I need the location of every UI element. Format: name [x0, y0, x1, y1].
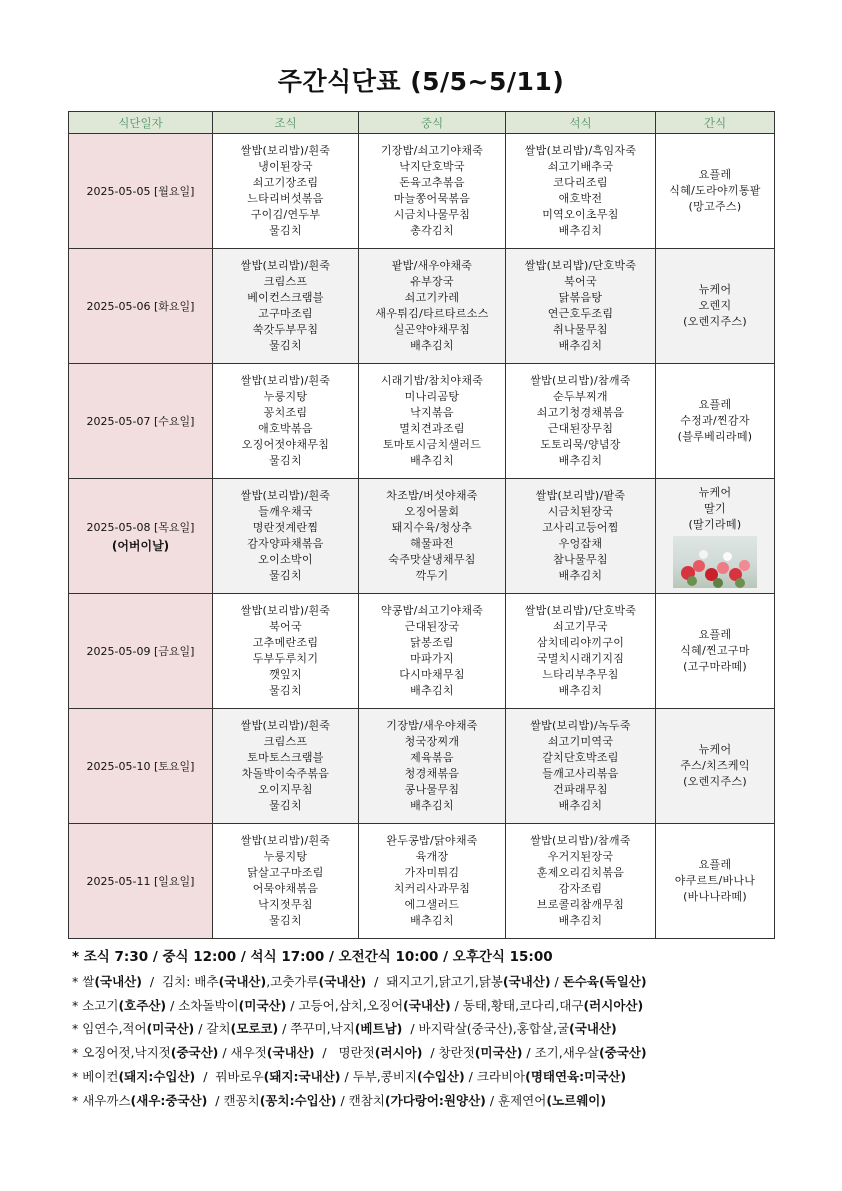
- menu-item: 차돌박이숙주볶음: [241, 767, 330, 780]
- origin-country: (베트남): [354, 1021, 403, 1037]
- menu-item: 근대된장무침: [547, 422, 614, 435]
- snack-cell: [656, 479, 775, 594]
- breakfast-cell: [213, 479, 359, 594]
- menu-item: 들깨고사리볶음: [542, 767, 619, 780]
- menu-item: 주스/치즈케익: [680, 759, 750, 772]
- origin-country: (국내산): [318, 973, 367, 989]
- origin-line: [72, 1065, 792, 1089]
- menu-item: 북어국: [564, 275, 597, 288]
- origin-country: (모로코): [230, 1021, 279, 1037]
- menu-item: 갈치단호박조림: [542, 751, 619, 764]
- menu-item: 쌀밥(보리밥)/흰죽: [240, 374, 331, 387]
- origin-country: (가다랑어:원양산): [384, 1092, 486, 1108]
- menu-item: 훈제오리김치볶음: [536, 866, 625, 879]
- menu-item: 참나물무침: [553, 553, 608, 566]
- menu-item: 마파가지: [410, 652, 454, 665]
- origin-item: / 훈제연어: [485, 1092, 547, 1108]
- snack-cell: [656, 249, 775, 364]
- menu-item: 배추김치: [558, 454, 603, 467]
- menu-item: 기장밥/쇠고기야채죽: [380, 144, 484, 157]
- origin-item: / 새우젓: [218, 1045, 267, 1061]
- menu-item: 물김치: [269, 569, 302, 582]
- origin-country: (국내산): [218, 973, 267, 989]
- menu-item: 배추김치: [558, 799, 603, 812]
- menu-item: 베이컨스크램블: [247, 291, 324, 304]
- menu-item: 쌀밥(보리밥)/흰죽: [240, 259, 331, 272]
- menu-item: 닭살고구마조림: [247, 866, 324, 879]
- menu-item: 물김치: [269, 339, 302, 352]
- menu-item: (딸기라떼): [688, 517, 742, 531]
- menu-item: 쌀밥(보리밥)/흰죽: [240, 489, 331, 502]
- breakfast-cell: [213, 364, 359, 479]
- date-label: 2025-05-08 [목요일]: [86, 520, 195, 534]
- menu-item: 콩나물무침: [404, 783, 460, 796]
- origin-country: (꽁치:수입산): [259, 1092, 337, 1108]
- origin-item: / 돼지고기,닭고기,닭봉: [366, 973, 503, 989]
- origin-item: * 임연수,적어: [72, 1021, 147, 1037]
- breakfast-cell: [213, 134, 359, 249]
- table-row: [69, 134, 775, 249]
- menu-item: 배추김치: [558, 684, 603, 697]
- menu-item: 애호박전: [558, 192, 603, 205]
- menu-item: 수정과/찐감자: [680, 414, 750, 427]
- menu-item: 미나리곰탕: [404, 390, 460, 403]
- menu-item: 배추김치: [558, 569, 603, 582]
- menu-item: 배추김치: [410, 454, 454, 467]
- origin-country: (수입산): [417, 1068, 465, 1084]
- menu-item: 명란젓계란찜: [252, 521, 319, 534]
- menu-item: 오이소박이: [258, 553, 313, 566]
- origin-item: / 소차돌박이: [166, 997, 239, 1013]
- table-row: [69, 479, 775, 594]
- menu-item: 코다리조림: [553, 176, 608, 189]
- snack-cell: [656, 364, 775, 479]
- origin-country: (국내산): [266, 1045, 315, 1061]
- menu-item: 우엉잡채: [558, 537, 603, 550]
- lunch-cell: [359, 824, 506, 939]
- menu-item: 삼치데리야끼구이: [536, 636, 625, 649]
- menu-item: 쑥갓두부무침: [252, 323, 319, 336]
- menu-item: 낙지단호박국: [399, 160, 465, 173]
- header-breakfast: 조식: [213, 112, 359, 134]
- breakfast-cell: [213, 594, 359, 709]
- origin-line: [72, 1089, 792, 1113]
- date-label: 2025-05-11 [일요일]: [86, 875, 195, 888]
- menu-item: 뉴케어: [698, 485, 732, 499]
- menu-item: 어묵야채볶음: [252, 882, 319, 895]
- menu-item: (망고주스): [688, 200, 742, 213]
- origin-item: / 캔참치: [336, 1092, 385, 1108]
- menu-item: 물김치: [269, 224, 302, 237]
- menu-item: 야쿠르트/바나나: [674, 874, 756, 887]
- menu-item: 토마토시금치샐러드: [382, 438, 482, 451]
- menu-item: 오징어물회: [404, 505, 460, 518]
- menu-item: 차조밥/버섯야채죽: [386, 489, 478, 502]
- origin-item: / 갈치: [194, 1021, 231, 1037]
- menu-item: 고사리고등어찜: [542, 521, 619, 534]
- menu-item: 국멸치시래기지짐: [536, 652, 625, 665]
- menu-item: 미역오이초무침: [542, 208, 619, 221]
- menu-item: 에그샐러드: [404, 898, 460, 911]
- menu-item: (오렌지주스): [683, 315, 747, 328]
- dinner-cell: [506, 364, 656, 479]
- menu-item: 쌀밥(보리밥)/흰죽: [240, 144, 331, 157]
- menu-item: 쌀밥(보리밥)/흑임자죽: [524, 144, 637, 157]
- menu-item: 크림스프: [263, 275, 308, 288]
- menu-item: 쇠고기장조림: [252, 176, 319, 189]
- origin-item: ,고춧가루: [266, 973, 319, 989]
- table-row: [69, 364, 775, 479]
- date-cell: [69, 479, 213, 594]
- lunch-cell: [359, 364, 506, 479]
- date-label: 2025-05-10 [토요일]: [86, 760, 195, 773]
- menu-item: 돼지수육/청상추: [391, 521, 473, 534]
- menu-item: 느타리버섯볶음: [247, 192, 324, 205]
- menu-item: 멸치견과조림: [399, 422, 465, 435]
- menu-item: 배추김치: [558, 339, 603, 352]
- origin-item: / 쭈꾸미,낙지: [278, 1021, 355, 1037]
- menu-item: 크림스프: [263, 735, 308, 748]
- origin-item: / 고등어,삼치,오징어: [286, 997, 404, 1013]
- menu-item: 애호박볶음: [258, 422, 313, 435]
- menu-item: 닭봉조림: [410, 636, 454, 649]
- date-label: 2025-05-07 [수요일]: [86, 415, 195, 428]
- menu-item: 쇠고기미역국: [547, 735, 614, 748]
- menu-item: 쌀밥(보리밥)/흰죽: [240, 604, 331, 617]
- menu-item: 쌀밥(보리밥)/흰죽: [240, 834, 331, 847]
- menu-item: (블루베리라떼): [677, 430, 753, 443]
- breakfast-cell: [213, 824, 359, 939]
- menu-item: 낙지볶음: [410, 406, 454, 419]
- menu-item: 물김치: [269, 914, 302, 927]
- lunch-cell: [359, 479, 506, 594]
- header-dinner: 석식: [506, 112, 656, 134]
- menu-item: 쇠고기배추국: [547, 160, 614, 173]
- menu-item: 요플레: [698, 858, 732, 871]
- origin-country: (국내산): [94, 973, 142, 989]
- menu-item: 쌀밥(보리밥)/단호박죽: [524, 604, 637, 617]
- menu-item: 브로콜리참깨무침: [536, 898, 625, 911]
- menu-item: 완두콩밥/닭야채죽: [386, 834, 478, 847]
- menu-item: 우거지된장국: [547, 850, 614, 863]
- menu-item: 도토리묵/양념장: [540, 438, 621, 451]
- menu-item: 약콩밥/쇠고기야채죽: [380, 604, 484, 617]
- origin-line: [72, 1017, 792, 1041]
- menu-item: 두부두루치기: [252, 652, 319, 665]
- menu-item: 연근호두조림: [547, 307, 614, 320]
- date-label: 2025-05-05 [월요일]: [86, 185, 195, 198]
- menu-item: 쌀밥(보리밥)/녹두죽: [530, 719, 631, 732]
- notes-section: [72, 946, 792, 1113]
- origin-item: * 쌀: [72, 973, 95, 989]
- meal-times: * 조식 7:30 / 중식 12:00 / 석식 17:00 / 오전간식 10:00 / 오후간식 15:00: [72, 949, 553, 965]
- menu-item: 돈육고추볶음: [399, 176, 465, 189]
- origin-line: [72, 994, 792, 1018]
- snack-cell: [656, 709, 775, 824]
- origin-item: / 동태,황태,코다리,대구: [450, 997, 584, 1013]
- origin-country: (국내산): [403, 997, 451, 1013]
- origin-item: * 새우까스: [72, 1092, 131, 1108]
- menu-item: 닭볶음탕: [558, 291, 603, 304]
- origin-item: * 오징어젓,낙지젓: [72, 1045, 171, 1061]
- origin-country: (돼지:수입산): [118, 1068, 196, 1084]
- lunch-cell: [359, 134, 506, 249]
- menu-item: 가자미튀김: [404, 866, 460, 879]
- menu-item: 배추김치: [410, 339, 454, 352]
- table-row: [69, 249, 775, 364]
- origin-item: / 캔꽁치: [207, 1092, 260, 1108]
- menu-item: 낙지젓무침: [258, 898, 313, 911]
- origin-country: 돈수육(독일산): [562, 973, 647, 989]
- table-row: [69, 824, 775, 939]
- lunch-cell: [359, 594, 506, 709]
- dinner-cell: [506, 824, 656, 939]
- menu-item: (오렌지주스): [683, 775, 747, 788]
- origin-country: (미국산): [146, 1021, 195, 1037]
- lunch-cell: [359, 709, 506, 824]
- menu-item: 요플레: [698, 398, 732, 411]
- carnation-image: [673, 536, 757, 588]
- snack-cell: [656, 134, 775, 249]
- dinner-cell: [506, 594, 656, 709]
- menu-item: 시래기밥/참치야채죽: [380, 374, 484, 387]
- breakfast-cell: [213, 709, 359, 824]
- menu-item: 쌀밥(보리밥)/흰죽: [240, 719, 331, 732]
- menu-item: 유부장국: [410, 275, 454, 288]
- menu-item: 배추김치: [558, 224, 603, 237]
- lunch-cell: [359, 249, 506, 364]
- menu-item: 배추김치: [410, 914, 454, 927]
- menu-item: 식혜/도라야끼통팥: [669, 184, 761, 197]
- origin-country: (국내산): [502, 973, 551, 989]
- menu-item: 들깨우채국: [258, 505, 313, 518]
- date-cell: [69, 709, 213, 824]
- origin-item: / 크라비아: [464, 1068, 526, 1084]
- menu-item: 쇠고기무국: [553, 620, 608, 633]
- menu-item: 실곤약야채무침: [393, 323, 471, 336]
- origin-item: /: [550, 973, 563, 989]
- menu-item: 쌀밥(보리밥)/단호박죽: [524, 259, 637, 272]
- origin-country: (명태연육:미국산): [525, 1068, 627, 1084]
- menu-item: (고구마라떼): [683, 660, 747, 673]
- menu-item: 감자양파채볶음: [247, 537, 324, 550]
- menu-item: 팥밥/새우야채죽: [391, 259, 473, 272]
- origin-country: (러시아산): [583, 997, 644, 1013]
- menu-item: 오렌지: [698, 299, 732, 312]
- menu-item: 쌀밥(보리밥)/팥죽: [535, 489, 626, 502]
- origin-country: (미국산): [238, 997, 287, 1013]
- menu-item: 토마토스크램블: [247, 751, 324, 764]
- dinner-cell: [506, 249, 656, 364]
- date-cell: [69, 364, 213, 479]
- menu-item: 해물파전: [410, 537, 454, 550]
- menu-item: 치커리사과무침: [393, 882, 471, 895]
- menu-item: 다시마채무침: [399, 668, 465, 681]
- breakfast-cell: [213, 249, 359, 364]
- dinner-cell: [506, 134, 656, 249]
- menu-item: 딸기: [704, 501, 726, 515]
- date-label: 2025-05-09 [금요일]: [86, 645, 195, 658]
- table-row: [69, 594, 775, 709]
- menu-item: 오징어젓야채무침: [241, 438, 330, 451]
- menu-item: 쇠고기카레: [404, 291, 460, 304]
- menu-item: 배추김치: [410, 684, 454, 697]
- menu-item: 총각김치: [410, 224, 454, 237]
- menu-item: 깍두기: [415, 569, 449, 582]
- menu-item: (바나나라떼): [683, 890, 747, 903]
- origin-item: / 조기,새우살: [522, 1045, 599, 1061]
- origin-info: [72, 970, 792, 1113]
- menu-item: 순두부찌개: [553, 390, 608, 403]
- origin-item: / 명란젓: [314, 1045, 375, 1061]
- origin-country: (호주산): [118, 997, 167, 1013]
- menu-item: 요플레: [698, 168, 732, 181]
- origin-country: (돼지:국내산): [263, 1068, 341, 1084]
- origin-country: (중국산): [598, 1045, 647, 1061]
- holiday-label: (어버이날): [111, 538, 170, 553]
- menu-item: 배추김치: [410, 799, 454, 812]
- menu-item: 마늘쫑어묵볶음: [393, 192, 471, 205]
- origin-country: (국내산): [569, 1021, 617, 1037]
- menu-item: 물김치: [269, 799, 302, 812]
- menu-item: 깻잎지: [269, 668, 302, 681]
- date-cell: [69, 594, 213, 709]
- origin-country: (중국산): [170, 1045, 219, 1061]
- menu-item: 물김치: [269, 684, 302, 697]
- menu-item: 배추김치: [558, 914, 603, 927]
- page-title: 주간식단표 (5/5~5/11): [277, 67, 565, 96]
- menu-item: 물김치: [269, 454, 302, 467]
- date-cell: [69, 249, 213, 364]
- menu-item: 뉴케어: [698, 743, 732, 756]
- menu-item: 꽁치조림: [263, 406, 308, 419]
- menu-item: 근대된장국: [404, 620, 460, 633]
- table-header-row: [69, 112, 775, 134]
- menu-item: 감자조림: [558, 882, 603, 895]
- origin-item: / 두부,콩비지: [340, 1068, 417, 1084]
- menu-item: 냉이된장국: [258, 160, 313, 173]
- menu-item: 요플레: [698, 628, 732, 641]
- menu-item: 쇠고기청경채볶음: [536, 406, 625, 419]
- menu-item: 오이지무침: [258, 783, 313, 796]
- origin-item: / 바지락살(중국산),홍합살,굴: [402, 1021, 570, 1037]
- snack-cell: [656, 824, 775, 939]
- menu-item: 취나물무침: [553, 323, 608, 336]
- menu-item: 청경채볶음: [404, 767, 460, 780]
- date-cell: [69, 824, 213, 939]
- dinner-cell: [506, 479, 656, 594]
- origin-item: * 베이컨: [72, 1068, 119, 1084]
- header-lunch: 중식: [359, 112, 506, 134]
- menu-item: 시금치된장국: [547, 505, 614, 518]
- menu-item: 누룽지탕: [263, 850, 308, 863]
- origin-country: (새우:중국산): [130, 1092, 208, 1108]
- date-cell: [69, 134, 213, 249]
- menu-item: 건파래무침: [553, 783, 608, 796]
- dinner-cell: [506, 709, 656, 824]
- origin-country: (미국산): [474, 1045, 523, 1061]
- menu-item: 구이김/연두부: [250, 208, 321, 221]
- menu-item: 기장밥/새우야채죽: [386, 719, 478, 732]
- origin-line: [72, 970, 792, 994]
- date-label: 2025-05-06 [화요일]: [86, 300, 195, 313]
- menu-item: 북어국: [269, 620, 302, 633]
- menu-item: 느타리부추무침: [542, 668, 619, 681]
- table-row: [69, 709, 775, 824]
- origin-item: * 소고기: [72, 997, 119, 1013]
- menu-item: 시금치나물무침: [393, 208, 471, 221]
- menu-item: 고구마조림: [258, 307, 313, 320]
- menu-item: 고추메란조림: [252, 636, 319, 649]
- menu-item: 숙주맛살냉채무침: [388, 553, 476, 566]
- origin-country: (노르웨이): [546, 1092, 607, 1108]
- header-snack: 간식: [656, 112, 775, 134]
- menu-item: 뉴케어: [698, 283, 732, 296]
- menu-item: 쌀밥(보리밥)/참깨죽: [530, 374, 631, 387]
- snack-cell: [656, 594, 775, 709]
- origin-country: (러시아): [374, 1045, 423, 1061]
- origin-item: / 김치: 배추: [141, 973, 219, 989]
- menu-item: 누룽지탕: [263, 390, 308, 403]
- menu-item: 청국장찌개: [404, 735, 460, 748]
- origin-item: / 창란젓: [422, 1045, 475, 1061]
- menu-item: 육개장: [415, 850, 449, 863]
- header-date: 식단일자: [69, 112, 213, 134]
- origin-item: / 꿔바로우: [195, 1068, 264, 1084]
- origin-line: [72, 1041, 792, 1065]
- menu-item: 식혜/찐고구마: [680, 644, 750, 657]
- menu-item: 새우튀김/타르타르소스: [375, 307, 489, 320]
- menu-item: 쌀밥(보리밥)/참깨죽: [530, 834, 631, 847]
- weekly-menu-table: [68, 111, 775, 939]
- menu-item: 제육볶음: [410, 751, 454, 764]
